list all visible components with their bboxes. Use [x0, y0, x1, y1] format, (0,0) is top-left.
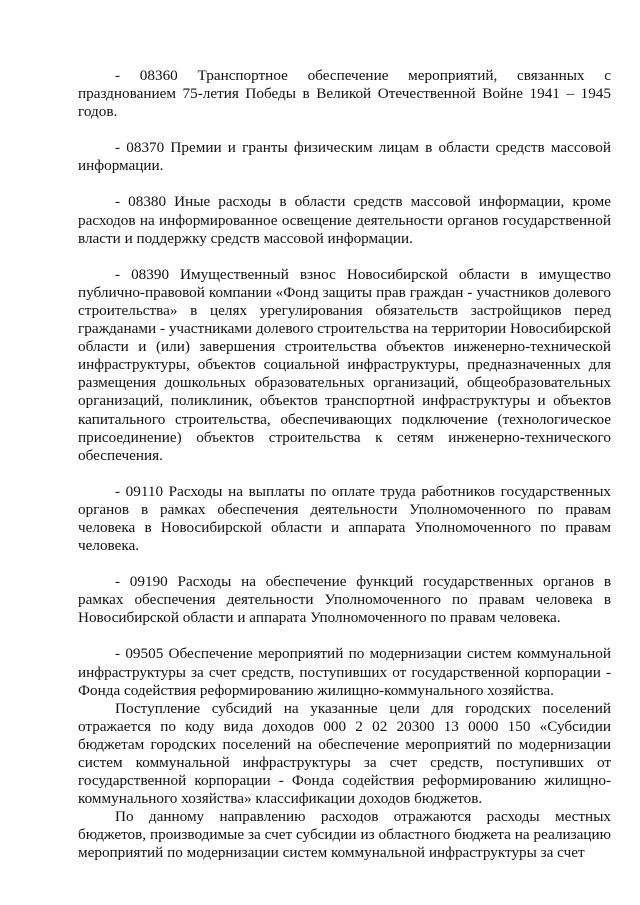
document-page: [78, 67, 611, 863]
paragraph-09505: - 09505 Обеспечение мероприятий по модернизации систем коммунальной инфраструктуры за счет средств, поступивших от государственной корпорации - Фонда содействия реформированию жилищно-коммунального хозяйства.: [78, 645, 611, 699]
paragraph-09505-income: Поступление субсидий на указанные цели для городских поселений отражается по коду вида доходов 000 2 02 20300 13 0000 150 «Субсидии бюджетам городских поселений на обеспечение мероприятий по модернизации систем коммунальной инфраструктуры за счет средств, поступивших от государственной корпорации - Фонда содействия реформированию жилищно-коммунального хозяйства» классификации доходов бюджетов.: [78, 699, 611, 808]
paragraph-08360: - 08360 Транспортное обеспечение мероприятий, связанных с празднованием 75-летия Победы в Великой Отечественной Войне 1941 – 1945 годов.: [78, 67, 611, 121]
paragraph-09110: - 09110 Расходы на выплаты по оплате труда работников государственных органов в рамках обеспечения деятельности Уполномоченного по правам человека в Новосибирской области и аппарата Уполномоченного по правам человека.: [78, 482, 611, 555]
paragraph-09190: - 09190 Расходы на обеспечение функций государственных органов в рамках обеспечения деятельности Уполномоченного по правам человека в Новосибирской области и аппарата Уполномоченного по правам человека.: [78, 573, 611, 627]
paragraph-08370: - 08370 Премии и гранты физическим лицам в области средств массовой информации.: [78, 139, 611, 175]
paragraph-08390: - 08390 Имущественный взнос Новосибирской области в имущество публично-правовой компании «Фонд защиты прав граждан - участников долевого строительства» в целях урегулирования обязательств застройщиков перед гражданами - участниками долевого строительства на территории Новосибирской области и (или) завершения строительства объектов инженерно-технической инфраструктуры, объектов социальной инфраструктуры, предназначенных для размещения дошкольных образовательных организаций, общеобразовательных организаций, поликлиник, объектов транспортной инфраструктуры и объектов капитального строительства, обеспечивающих подключение (технологическое присоединение) объектов строительства к сетям инженерно-технического обеспечения.: [78, 265, 611, 464]
paragraph-08380: - 08380 Иные расходы в области средств массовой информации, кроме расходов на информированное освещение деятельности органов государственной власти и поддержку средств массовой информации.: [78, 193, 611, 247]
paragraph-09505-expense: По данному направлению расходов отражаются расходы местных бюджетов, производимые за счет субсидии из областного бюджета на реализацию мероприятий по модернизации систем коммунальной инфраструктуры за счет: [78, 808, 611, 862]
